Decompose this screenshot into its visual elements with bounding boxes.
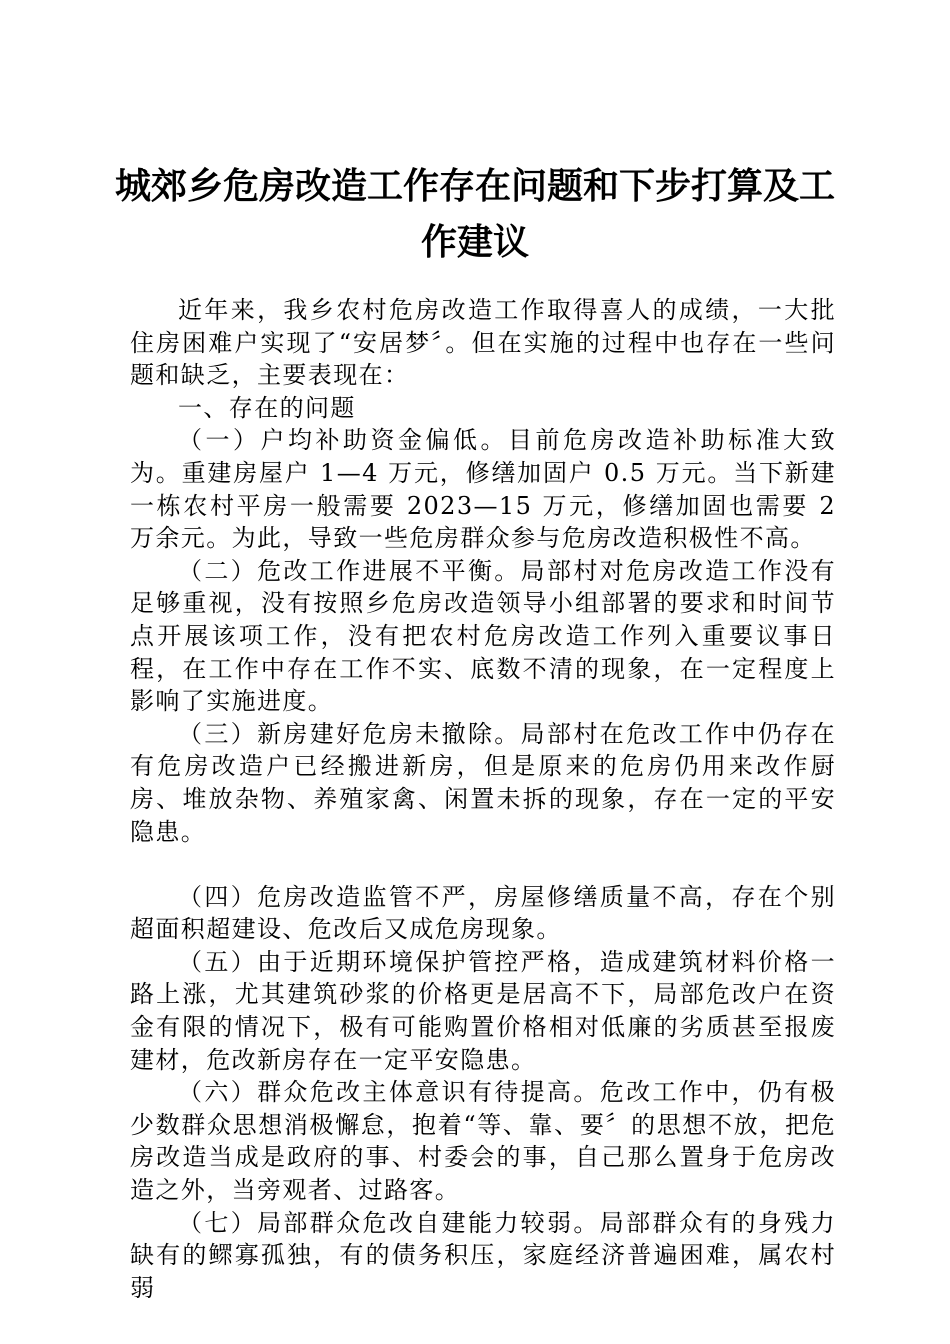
paragraph-problem-5: （五）由于近期环境保护管控严格，造成建筑材料价格一路上涨，尤其建筑砂浆的价格更是居高不下，局部危改户在资金有限的情况下，极有可能购置价格相对低廉的劣质甚至报废建材，危改新房存在一定平安隐患。 — [130, 947, 836, 1074]
paragraph-problem-3: （三）新房建好危房未撤除。局部村在危改工作中仍存在有危房改造户已经搬进新房，但是原来的危房仍用来改作厨房、堆放杂物、养殖家禽、闲置未拆的现象，存在一定的平安隐患。 — [130, 719, 836, 846]
paragraph-problem-6: （六）群众危改主体意识有待提高。危改工作中，仍有极少数群众思想消极懈怠，抱着“等、靠、要〞的思想不放，把危房改造当成是政府的事、村委会的事，自己那么置身于危房改造之外，当旁观者、过路客。 — [130, 1078, 836, 1205]
document-title: 城郊乡危房改造工作存在问题和下步打算及工作建议 — [114, 165, 835, 263]
section-heading-problems: 一、存在的问题 — [178, 393, 356, 422]
paragraph-intro: 近年来，我乡农村危房改造工作取得喜人的成绩，一大批住房困难户实现了“安居梦〞。但在实施的过程中也存在一些问题和缺乏，主要表现在： — [130, 296, 836, 390]
document-body — [130, 294, 836, 1304]
paragraph-problem-4: （四）危房改造监管不严，房屋修缮质量不高，存在个别超面积超建设、危改后又成危房现象。 — [130, 882, 836, 944]
paragraph-problem-2: （二）危改工作进展不平衡。局部村对危房改造工作没有足够重视，没有按照乡危房改造领导小组部署的要求和时间节点开展该项工作，没有把农村危房改造工作列入重要议事日程，在工作中存在工作不实、底数不清的现象，在一定程度上影响了实施进度。 — [130, 556, 836, 716]
paragraph-problem-1: （一）户均补助资金偏低。目前危房改造补助标准大致为。重建房屋户 1—4 万元，修缮加固户 0.5 万元。当下新建一栋农村平房一般需要 2023—15 万元，修缮加固也需要 2 万余元。为此，导致一些危房群众参与危房改造积极性不高。 — [130, 426, 836, 553]
paragraph-problem-7: （七）局部群众危改自建能力较弱。局部群众有的身残力缺有的鳏寡孤独，有的债务积压，家庭经济普遍困难，属农村弱 — [130, 1208, 836, 1302]
